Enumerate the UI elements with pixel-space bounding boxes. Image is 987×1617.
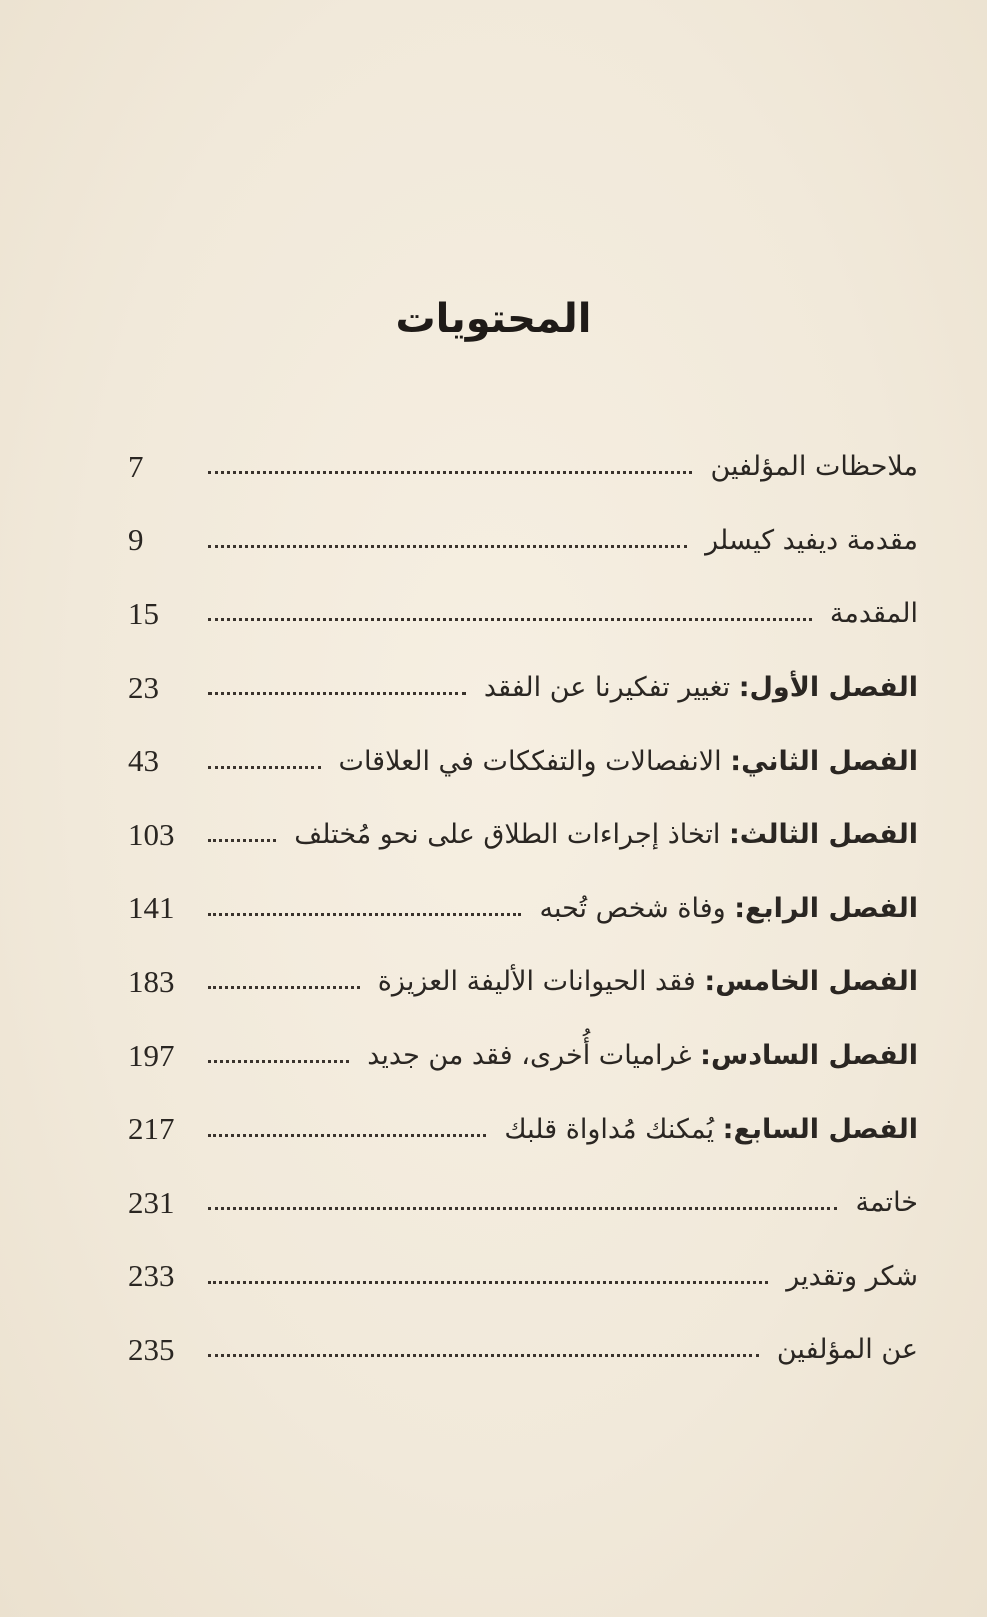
toc-page-number: 9 (128, 522, 144, 558)
toc-entry-title: تغيير تفكيرنا عن الفقد (483, 672, 739, 704)
toc-entry (128, 872, 918, 946)
dot-leader (208, 674, 466, 701)
toc-entry (128, 1166, 918, 1240)
toc-entry (128, 724, 918, 798)
toc-entry (128, 651, 918, 725)
dot-leader (208, 600, 812, 627)
toc-chapter-label: الفصل السابع: (722, 1113, 918, 1145)
toc-entry (128, 945, 918, 1019)
toc-chapter-label: الفصل الخامس: (704, 966, 918, 998)
toc-page-number: 23 (128, 669, 159, 705)
toc-entry-title: فقد الحيوانات الأليفة العزيزة (377, 966, 705, 998)
toc-page-number: 231 (128, 1184, 175, 1220)
dot-leader (208, 895, 521, 922)
toc-entry (128, 504, 918, 578)
dot-leader (208, 453, 692, 480)
dot-leader (208, 1189, 837, 1216)
dot-leader (208, 1336, 759, 1363)
toc-entry (128, 1313, 918, 1387)
dot-leader (208, 821, 276, 848)
dot-leader (208, 968, 360, 995)
dot-leader (208, 1116, 486, 1143)
toc-page-number: 183 (128, 963, 175, 999)
toc-entry-title: غراميات أُخرى، فقد من جديد (367, 1040, 701, 1072)
dot-leader (208, 1263, 768, 1290)
toc-entry-title: وفاة شخص تُحبه (539, 892, 735, 924)
toc-page-number: 233 (128, 1258, 175, 1294)
toc-page-number: 103 (128, 816, 175, 852)
toc-entry (128, 798, 918, 872)
toc-entry (128, 1019, 918, 1093)
toc-chapter-label: الفصل الثالث: (729, 819, 918, 851)
toc-entry-label (294, 819, 918, 850)
toc-entry-label (710, 451, 918, 482)
toc-entry-title: مقدمة ديفيد كيسلر (705, 524, 918, 556)
toc-entry-title: الانفصالات والتفككات في العلاقات (338, 745, 731, 777)
toc-chapter-label: الفصل الأول: (738, 672, 918, 704)
toc-page-number: 197 (128, 1037, 175, 1073)
toc-page-number: 43 (128, 743, 159, 779)
toc-entry-label (539, 893, 918, 924)
toc-entry-label (504, 1114, 918, 1145)
toc-page-number: 235 (128, 1331, 175, 1367)
toc-entry-label (830, 598, 918, 629)
table-of-contents (128, 430, 918, 1387)
dot-leader (208, 748, 321, 775)
toc-entry (128, 577, 918, 651)
toc-entry-label (484, 672, 918, 703)
toc-entry-label (777, 1334, 918, 1365)
toc-entry (128, 430, 918, 504)
toc-entry-label (855, 1187, 918, 1218)
toc-entry-label (378, 966, 918, 997)
dot-leader (208, 527, 687, 554)
toc-page-number: 217 (128, 1111, 175, 1147)
dot-leader (208, 1042, 349, 1069)
toc-chapter-label: الفصل السادس: (700, 1040, 918, 1072)
toc-entry-label (786, 1261, 918, 1292)
toc-entry-label (339, 746, 918, 777)
toc-entry (128, 1240, 918, 1314)
toc-entry-title: عن المؤلفين (776, 1334, 918, 1366)
toc-entry-title: اتخاذ إجراءات الطلاق على نحو مُختلف (294, 819, 729, 851)
toc-entry-title: شكر وتقدير (786, 1260, 918, 1292)
toc-page-number: 141 (128, 890, 175, 926)
toc-entry-label (367, 1040, 918, 1071)
toc-chapter-label: الفصل الثاني: (730, 745, 918, 777)
toc-entry-title: ملاحظات المؤلفين (710, 451, 918, 483)
toc-chapter-label: الفصل الرابع: (734, 892, 918, 924)
page-title: المحتويات (395, 296, 592, 342)
toc-page-number: 7 (128, 448, 144, 484)
toc-entry-title: خاتمة (855, 1187, 918, 1219)
toc-entry-title: يُمكنك مُداواة قلبك (504, 1113, 723, 1145)
toc-entry-title: المقدمة (829, 598, 918, 630)
toc-page-number: 15 (128, 595, 159, 631)
toc-entry (128, 1092, 918, 1166)
toc-entry-label (705, 525, 918, 556)
